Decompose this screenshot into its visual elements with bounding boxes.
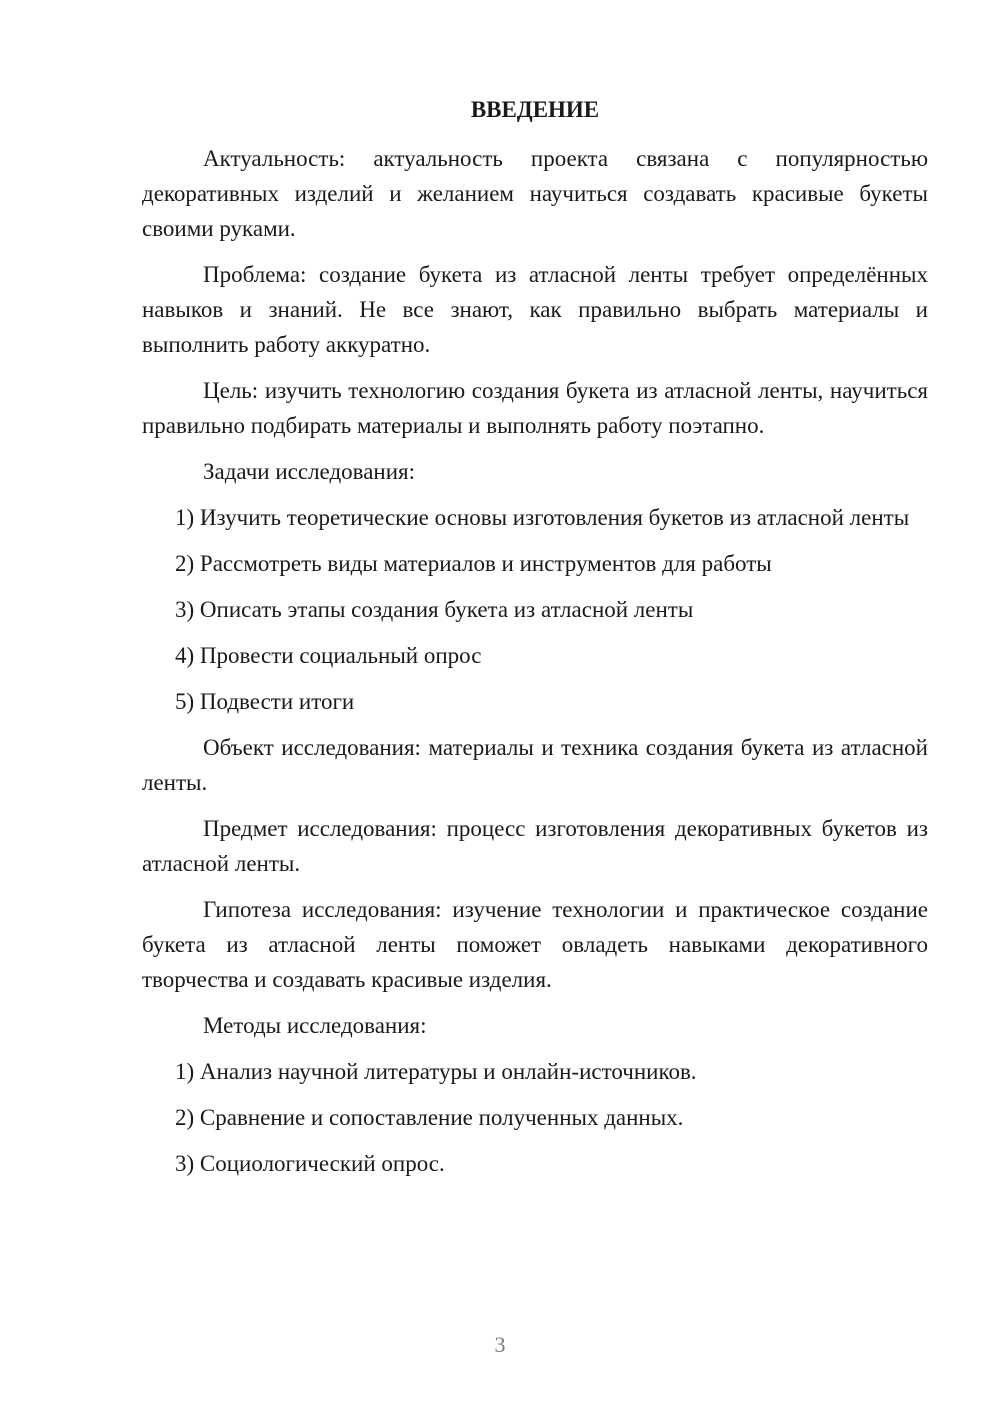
- subject-paragraph: Предмет исследования: процесс изготовления декоративных букетов из атласной ленты.: [142, 816, 928, 876]
- task-item: 4) Провести социальный опрос: [175, 643, 482, 668]
- page-number: 3: [494, 1332, 506, 1357]
- goal-paragraph: Цель: изучить технологию создания букета из атласной ленты, научиться правильно подбирать материалы и выполнять работу поэтапно.: [142, 378, 928, 438]
- method-item: 1) Анализ научной литературы и онлайн-источников.: [175, 1059, 697, 1084]
- hypothesis-paragraph: Гипотеза исследования: изучение технологии и практическое создание букета из атласной ленты поможет овладеть навыками декоративного творчества и создавать красивые изделия.: [142, 897, 928, 992]
- task-item: 5) Подвести итоги: [175, 689, 355, 714]
- problem-paragraph: Проблема: создание букета из атласной ленты требует определённых навыков и знаний. Не все знают, как правильно выбрать материалы и выполнить работу аккуратно.: [142, 262, 928, 357]
- methods-title: Методы исследования:: [203, 1013, 427, 1038]
- object-paragraph: Объект исследования: материалы и техника создания букета из атласной ленты.: [142, 735, 928, 795]
- task-item: 1) Изучить теоретические основы изготовления букетов из атласной ленты: [175, 505, 910, 530]
- relevance-paragraph: Актуальность: актуальность проекта связана с популярностью декоративных изделий и желанием научиться создавать красивые букеты своими руками.: [142, 146, 928, 241]
- task-item: 3) Описать этапы создания букета из атласной ленты: [175, 597, 694, 622]
- page-title: ВВЕДЕНИЕ: [470, 97, 600, 122]
- method-item: 2) Сравнение и сопоставление полученных данных.: [175, 1105, 684, 1130]
- tasks-title: Задачи исследования:: [203, 459, 416, 484]
- document-page: [142, 92, 928, 1192]
- task-item: 2) Рассмотреть виды материалов и инструментов для работы: [175, 551, 772, 576]
- method-item: 3) Социологический опрос.: [175, 1151, 445, 1176]
